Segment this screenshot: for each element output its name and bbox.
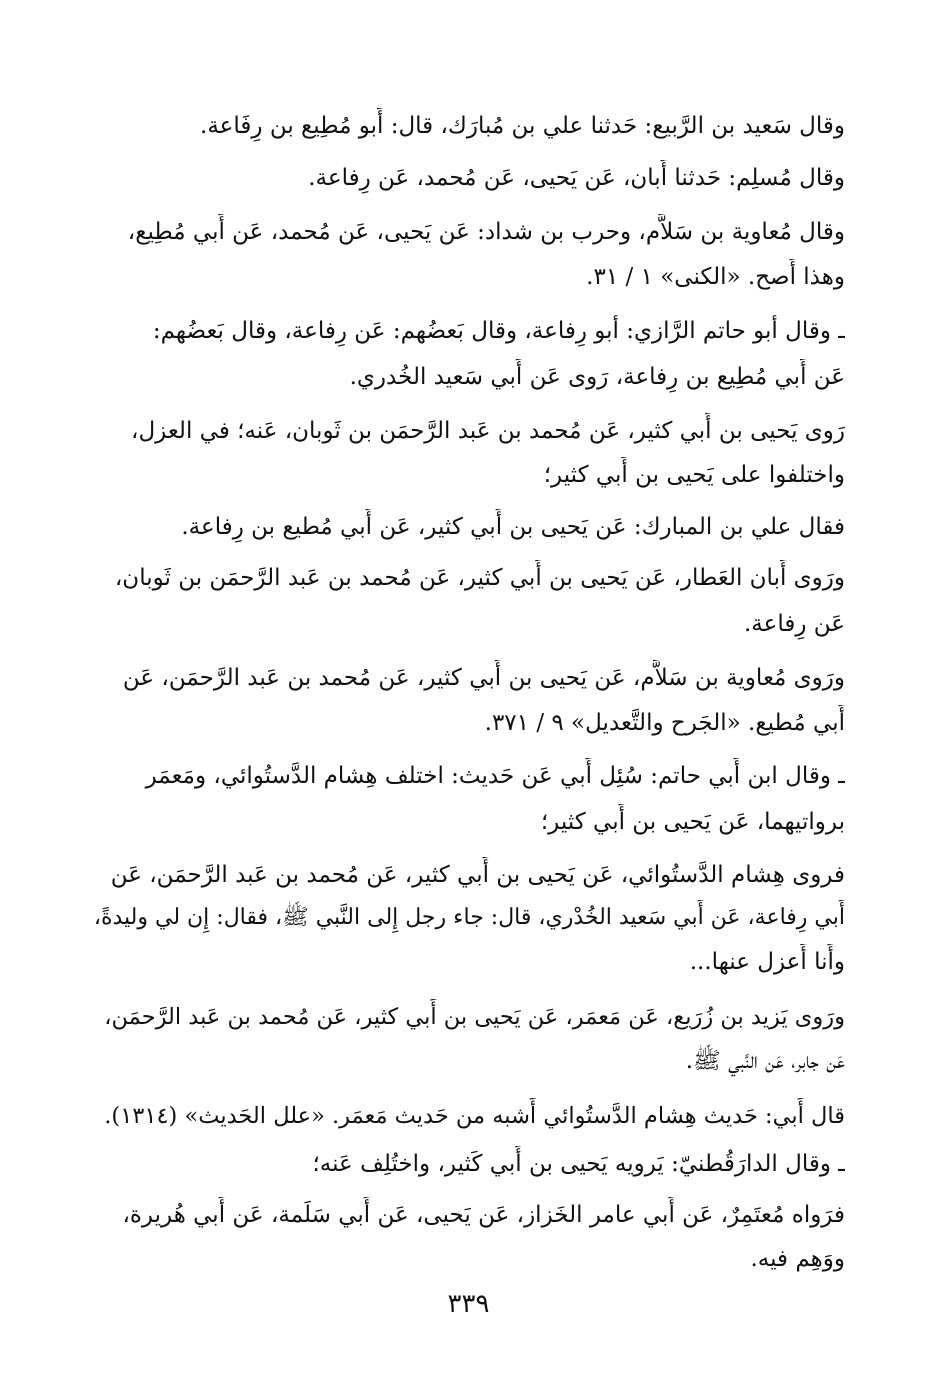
text-line: فروى هِشام الدَّستُوائي، عَن يَحيى بن أَبي كثير، عَن مُحمد بن عَبد الرَّحمَن، عَن [110,862,845,888]
text-line: أَبي مُطيع. «الجَرح والتَّعديل» ٩ / ٣٧١. [484,710,845,736]
text-line: عَن أَبي مُطِيع بن رِفاعة، رَوى عَن أَبي سَعيد الخُدري. [349,364,845,390]
text-line: وقال سَعيد بن الرَّبيع: حَدثنا علي بن مُبارَك، قال: أَبو مُطِيع بن رِفَاعة. [200,113,845,139]
text-line: ورَوى يَزيد بن زُرَيع، عَن مَعمَر، عَن يَحيى بن أَبي كثير، عَن مُحمد بن عَبد الرَّحمَن، [104,1004,845,1030]
page-number: ٣٣٩ [447,1289,490,1319]
text-line: وقال مُسلِم: حَدثنا أَبان، عَن يَحيى، عَن مُحمد، عَن رِفاعة. [308,165,845,191]
text-line: عَن رِفاعة. [743,611,845,637]
text-line: ـ وقال الدارَقُطنيّ: يَرويه يَحيى بن أَبي كَثير، واختُلِف عَنه؛ [312,1151,845,1177]
text-line: قال أَبي: حَديث هِشام الدَّستُوائي أَشبه من حَديث مَعمَر. «علل الحَديث» (١٣١٤). [104,1103,845,1129]
text-line: وهذا أَصح. «الكنى» ١ / ٣١. [586,264,845,290]
text-line: برواتيهما، عَن يَحيى بن أَبي كثير؛ [540,809,845,835]
text-line: فرَواه مُعتَمِرٌ، عَن أَبي عامر الخَزاز، عَن يَحيى، عَن أَبي سَلَمة، عَن أَبي هُريرة، [122,1202,845,1228]
text-line: عَن جابر، عَن النَّبي ﷺ. [685,1048,845,1074]
text-line: واختلفوا على يَحيى بن أَبي كثير؛ [543,462,845,488]
text-line: فقال علي بن المبارك: عَن يَحيى بن أَبي كثير، عَن أَبي مُطيع بن رِفاعة. [181,514,845,540]
text-line: وأَنا أَعزل عنها... [689,949,845,975]
text-line: وقال مُعاوية بن سَلاَّم، وحرب بن شداد: عَن يَحيى، عَن مُحمد، عَن أَبي مُطِيع، [127,219,845,245]
text-line: ـ وقال ابن أَبي حاتم: سُئِل أَبي عَن حَديث: اختلف هِشام الدَّستُوائي، ومَعمَر [145,763,845,789]
text-line: ـ وقال أبو حاتم الرَّازي: أبو رِفاعة، وقال بَعضُهم: عَن رِفاعة، وقال بَعضُهم: [152,318,845,344]
text-line: رَوى يَحيى بن أَبي كثير، عَن مُحمد بن عَبد الرَّحمَن بن ثَوبان، عَنه؛ في العزل، [131,418,845,444]
text-line: ووَهِم فيه. [750,1246,845,1272]
text-line: أَبي رِفاعة، عَن أَبي سَعيد الخُدْري، قال: جاء رجل إِلى النَّبي ﷺ، فقال: إِن لي وليدةً، [93,905,845,930]
text-line: ورَوى مُعاوية بن سَلاَّم، عَن يَحيى بن أَبي كثير، عَن مُحمد بن عَبد الرَّحمَن، عَن [122,665,845,691]
text-line: ورَوى أَبان العَطار، عَن يَحيى بن أَبي كثير، عَن مُحمد بن عَبد الرَّحمَن بن ثَوبان، [114,565,845,591]
